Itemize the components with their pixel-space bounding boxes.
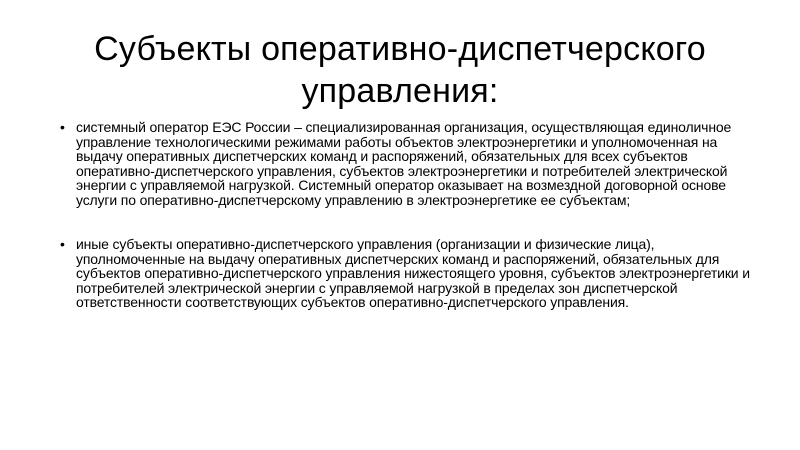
bullet-item-system-operator (60, 120, 750, 207)
bullet-item-other-subjects (60, 237, 750, 310)
slide-title: Субъекты оперативно-диспетчерского управления: (94, 30, 706, 110)
bullet-dot-icon: • (60, 119, 65, 135)
bullet-dot-icon: • (60, 236, 65, 252)
bullet-text: системный оператор ЕЭС России – специализированная организация, осуществляющая единоличное управление технологическими режимами работы объектов электроэнергетики и уполномоченная на выдачу оперативных диспетчерских команд и распоряжений, обязательных для всех субъектов оперативно-диспетчерского управления, субъектов электроэнергетики и потребителей электрической энергии с управляемой нагрузкой. Системный оператор оказывает на возмездной договорной основе услуги по оперативно-диспетчерскому управлению в электроэнергетике ее субъектам; (76, 119, 732, 208)
bullet-text: иные субъекты оперативно-диспетчерского управления (организации и физические лица), уполномоченные на выдачу оперативных диспетчерских команд и распоряжений, обязательных для субъектов оперативно-диспетчерского управления нижестоящего уровня, субъектов электроэнергетики и потребителей электрической энергии с управляемой нагрузкой в пределах зон диспетчерской ответственности соответствующих субъектов оперативно-диспетчерского управления. (76, 236, 750, 310)
bullet-list (60, 120, 750, 340)
